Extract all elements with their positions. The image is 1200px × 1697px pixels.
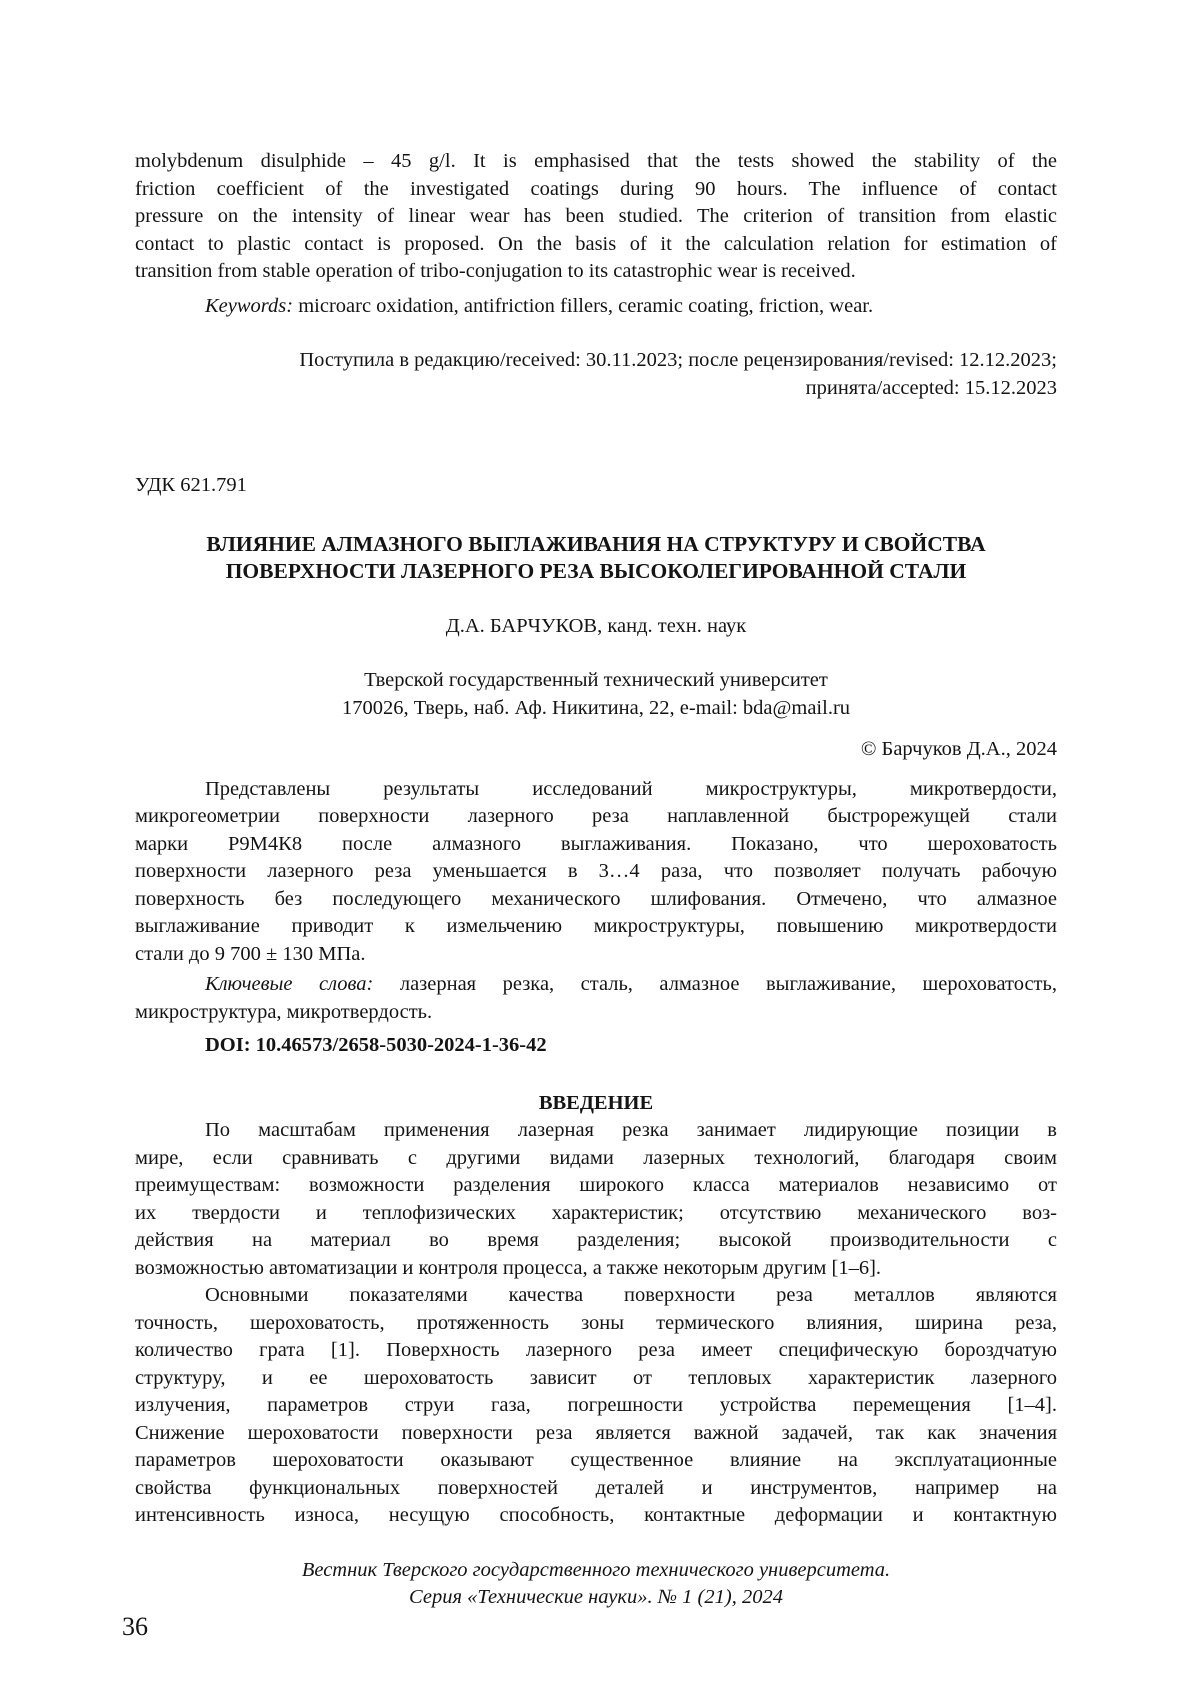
text-line: 170026, Тверь, наб. Аф. Никитина, 22, e-mail: bda@mail.ru <box>341 696 851 719</box>
doi-line: DOI: 10.46573/2658-5030-2024-1-36-42 <box>205 1034 547 1056</box>
text-line: количество грата [1]. Поверхность лазерного реза имеет специфическую бороздчатую <box>135 1339 1057 1361</box>
journal-footer <box>135 1557 1057 1612</box>
keywords-ru <box>135 971 1057 1026</box>
page-number: 36 <box>122 1611 148 1641</box>
text-line: contact to plastic contact is proposed. On the basis of it the calculation relation for estimation of <box>135 232 1057 255</box>
text-line: pressure on the intensity of linear wear has been studied. The criterion of transition from elastic <box>135 205 1057 227</box>
text-line: преимуществам: возможности разделения широкого класса материалов независимо от <box>135 1174 1057 1196</box>
text-line: параметров шероховатости оказывают существенное влияние на эксплуатационные <box>135 1449 1057 1471</box>
text-line: ПОВЕРХНОСТИ ЛАЗЕРНОГО РЕЗА ВЫСОКОЛЕГИРОВАННОЙ СТАЛИ <box>225 559 967 583</box>
text-line: поверхности лазерного реза уменьшается в 3…4 раза, что позволяет получать рабочую <box>135 860 1057 882</box>
text-line: микрогеометрии поверхности лазерного реза наплавленной быстрорежущей стали <box>135 805 1057 827</box>
author-line: Д.А. БАРЧУКОВ, канд. техн. наук <box>445 614 747 637</box>
article-title <box>135 531 1057 586</box>
copyright-line: © Барчуков Д.А., 2024 <box>860 738 1057 760</box>
text-line: friction coefficient of the investigated coatings during 90 hours. The influence of contact <box>135 177 1057 200</box>
introduction-paragraph-2 <box>135 1282 1057 1530</box>
text-line: molybdenum disulphide – 45 g/l. It is emphasised that the tests showed the stability of the <box>135 150 1057 172</box>
text-line: принята/accepted: 15.12.2023 <box>805 376 1057 399</box>
text-line: Поступила в редакцию/received: 30.11.2023; после рецензирования/revised: 12.12.2023; <box>299 349 1057 371</box>
text-line: Серия «Технические науки». № 1 (21), 2024 <box>409 1586 783 1608</box>
keywords-text-en: microarc oxidation, antifriction fillers, ceramic coating, friction, wear. <box>293 294 874 317</box>
text-line: действия на материал во время разделения; высокой производительности с <box>135 1229 1057 1251</box>
text-line: По масштабам применения лазерная резка занимает лидирующие позиции в <box>205 1119 1057 1141</box>
affiliation <box>135 667 1057 722</box>
keywords-text-ru: лазерная резка, сталь, алмазное выглаживание, шероховатость, <box>373 973 1057 995</box>
text-line: излучения, параметров струи газа, погрешности устройства перемещения [1–4]. <box>135 1394 1057 1416</box>
keywords-line-en <box>135 293 1057 321</box>
text-line: структуру, и ее шероховатость зависит от тепловых характеристик лазерного <box>135 1366 1057 1389</box>
text-line: возможностью автоматизации и контроля процесса, а также некоторым другим [1–6]. <box>135 1256 882 1279</box>
text-line: мире, если сравнивать с другими видами лазерных технологий, благодаря своим <box>135 1146 1057 1169</box>
text-line: интенсивность износа, несущую способность, контактные деформации и контактную <box>135 1504 1057 1526</box>
text-line: Тверской государственный технический университет <box>364 669 828 691</box>
text-line: свойства функциональных поверхностей деталей и инструментов, например на <box>135 1476 1057 1499</box>
submission-dates <box>135 347 1057 402</box>
text-line: Вестник Тверского государственного технического университета. <box>301 1558 891 1581</box>
text-line: ВЛИЯНИЕ АЛМАЗНОГО ВЫГЛАЖИВАНИЯ НА СТРУКТУРУ И СВОЙСТВА <box>206 531 986 556</box>
text-line: Представлены результаты исследований микроструктуры, микротвердости, <box>205 777 1057 800</box>
text-line: поверхность без последующего механического шлифования. Отмечено, что алмазное <box>135 887 1057 910</box>
keywords-label-ru: Ключевые слова: <box>205 973 374 995</box>
keywords-label-en: Keywords: <box>205 294 294 317</box>
udc-number: УДК 621.791 <box>135 474 247 496</box>
abstract-ru <box>135 776 1057 969</box>
text-line: марки Р9М4К8 после алмазного выглаживания. Показано, что шероховатость <box>135 832 1057 855</box>
text-line: transition from stable operation of tribo-conjugation to its catastrophic wear is received. <box>135 260 856 282</box>
text-line: Снижение шероховатости поверхности реза является важной задачей, так как значения <box>135 1421 1057 1444</box>
text-line: выглаживание приводит к измельчению микроструктуры, повышению микротвердости <box>135 915 1057 937</box>
section-heading-introduction: ВВЕДЕНИЕ <box>538 1091 654 1114</box>
introduction-paragraph-1 <box>135 1117 1057 1282</box>
english-abstract-paragraph <box>135 148 1057 286</box>
text-line: точность, шероховатость, протяженность зоны термического влияния, ширина реза, <box>135 1311 1057 1334</box>
text-line: стали до 9 700 ± 130 МПа. <box>135 942 366 965</box>
keywords-line2-ru: микроструктура, микротвердость. <box>135 1000 433 1023</box>
keywords-line1-ru <box>135 971 1057 999</box>
text-line: Основными показателями качества поверхности реза металлов являются <box>205 1284 1057 1306</box>
text-line: их твердости и теплофизических характеристик; отсутствию механического воз- <box>135 1201 1057 1224</box>
